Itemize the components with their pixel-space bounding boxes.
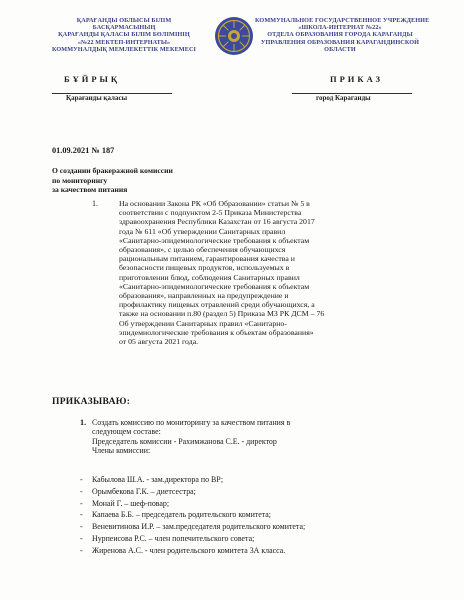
header-left-line: КОММУНАЛДЫҚ МЕМЛЕКЕТТІК МЕКЕМЕСІ [51, 45, 197, 53]
header-right-russian [255, 17, 430, 53]
title-kazakh: БҰЙРЫҚ [64, 74, 121, 84]
dash-marker: - [80, 533, 83, 543]
preamble-line: образования», с целью обеспечения обучающихся [119, 245, 286, 255]
dash-marker: - [80, 486, 83, 496]
preamble-text [119, 199, 409, 346]
item-line: следующем составе: [92, 427, 161, 437]
preamble-line: приготовлении блюд, соблюдения Санитарных правил [119, 272, 300, 282]
list-item [80, 498, 410, 510]
member-text: Капаева Б.Б. – председатель родительского комитета; [92, 510, 271, 520]
order-number-date: 01.09.2021 № 187 [52, 146, 115, 155]
preamble-line: Об утверждении Санитарных правил «Санитарно- [119, 318, 287, 328]
list-item [80, 545, 410, 557]
item-line: Создать комиссию по мониторингу за качеством питания в [92, 418, 291, 427]
preamble-line: «Санитарно-эпидемиологические требования к объектам [119, 235, 310, 245]
subject-line: О создании бракеражной комиссии [52, 166, 173, 175]
order-subject [52, 166, 232, 195]
preamble-number: 1. [92, 199, 98, 208]
member-text: Орымбекова Г.К. – диетсестра; [92, 486, 196, 496]
list-item [80, 474, 410, 486]
preamble-line: профилактику пищевых отравлений среди обучающихся, а [119, 300, 315, 310]
dash-marker: - [80, 498, 83, 508]
item-number: 1. [80, 418, 87, 427]
list-item [80, 521, 410, 533]
state-emblem-icon [214, 16, 254, 56]
city-russian: город Караганды [316, 94, 371, 102]
preamble-line: На основании Закона РК «Об Образовании» статьи № 5 в [119, 199, 310, 208]
commission-members-list [80, 474, 410, 557]
title-russian: ПРИКАЗ [330, 74, 383, 84]
preamble-line: также на основании п.80 (раздел 5) Приказа МЗ РК ДСМ – 76 [119, 309, 325, 319]
header-right-line: ОТДЕЛА ОБРАЗОВАНИЯ ГОРОДА КАРАГАНДЫ [267, 31, 413, 39]
dash-marker: - [80, 522, 83, 532]
list-item [80, 533, 410, 545]
order-heading: ПРИКАЗЫВАЮ: [52, 397, 131, 407]
preamble-line: от 05 августа 2021 года. [119, 337, 199, 347]
preamble-line: образования», направленных на предупреждение и [119, 291, 289, 301]
member-text: Веневитинова И.Р. – зам.председателя родительского комитета; [92, 522, 306, 532]
header-right-line: УПРАВЛЕНИЯ ОБРАЗОВАНИЯ КАРАГАНДИНСКОЙ [260, 38, 420, 46]
preamble-line: «Санитарно-эпидемиологические требования к объектам [119, 281, 310, 291]
header-left-line: «№22 МЕКТЕП-ИНТЕРНАТЫ» [77, 38, 171, 46]
header-left-kazakh [46, 17, 202, 53]
preamble-line: безопасности пищевых продуктов, используемых в [119, 263, 290, 273]
dash-marker: - [80, 545, 83, 555]
subject-line: за качеством питания [52, 185, 128, 195]
dash-marker: - [80, 510, 83, 520]
item-text [92, 418, 412, 456]
member-text: Нурпеисова Р.С. – член попечительского совета; [92, 533, 255, 543]
preamble-line: соответствии с подпунктом 2-5 Приказа Министерства [119, 208, 302, 218]
header-right-line: ОБЛАСТИ [324, 45, 356, 53]
preamble-line: эпидемиологические требования к объектам образования» [119, 327, 314, 337]
city-kazakh: Қарағанды қаласы [66, 94, 128, 102]
member-text: Кабылова Ш.А. - зам.директора по ВР; [92, 475, 224, 484]
header-right-line: КОММУНАЛЬНОЕ ГОСУДАРСТВЕННОЕ УЧРЕЖДЕНИЕ [255, 17, 430, 24]
member-text: Жиренова А.С. - член родительского комитета 3А класса. [92, 545, 286, 555]
list-item [80, 486, 410, 498]
preamble-line: года № 611 «Об утверждении Санитарных правил [119, 226, 286, 236]
dash-marker: - [80, 475, 83, 484]
header-left-line: БАСҚАРМАСЫНЫҢ [92, 24, 156, 32]
preamble-line: здравоохранения Республики Казахстан от 16 августа 2017 [119, 217, 315, 227]
header-right-line: «ШКОЛА-ИНТЕРНАТ №22» [298, 24, 382, 32]
preamble-line: рациональным питанием, гарантирования качества и [119, 254, 295, 264]
item-line: Члены комиссии: [92, 446, 151, 456]
subject-line: по мониторингу [52, 175, 108, 185]
header-left-line: ҚАРАҒАНДЫ ҚАЛАСЫ БІЛІМ БӨЛІМІНІҢ [58, 31, 190, 39]
list-item [80, 509, 410, 521]
item-line: Председатель комиссии - Рахимжанова С.Е. - директор [92, 436, 277, 446]
member-text: Монай Г. – шеф-повар; [92, 498, 170, 508]
header-left-line: ҚАРАҒАНДЫ ОБЛЫСЫ БІЛІМ [76, 17, 172, 24]
